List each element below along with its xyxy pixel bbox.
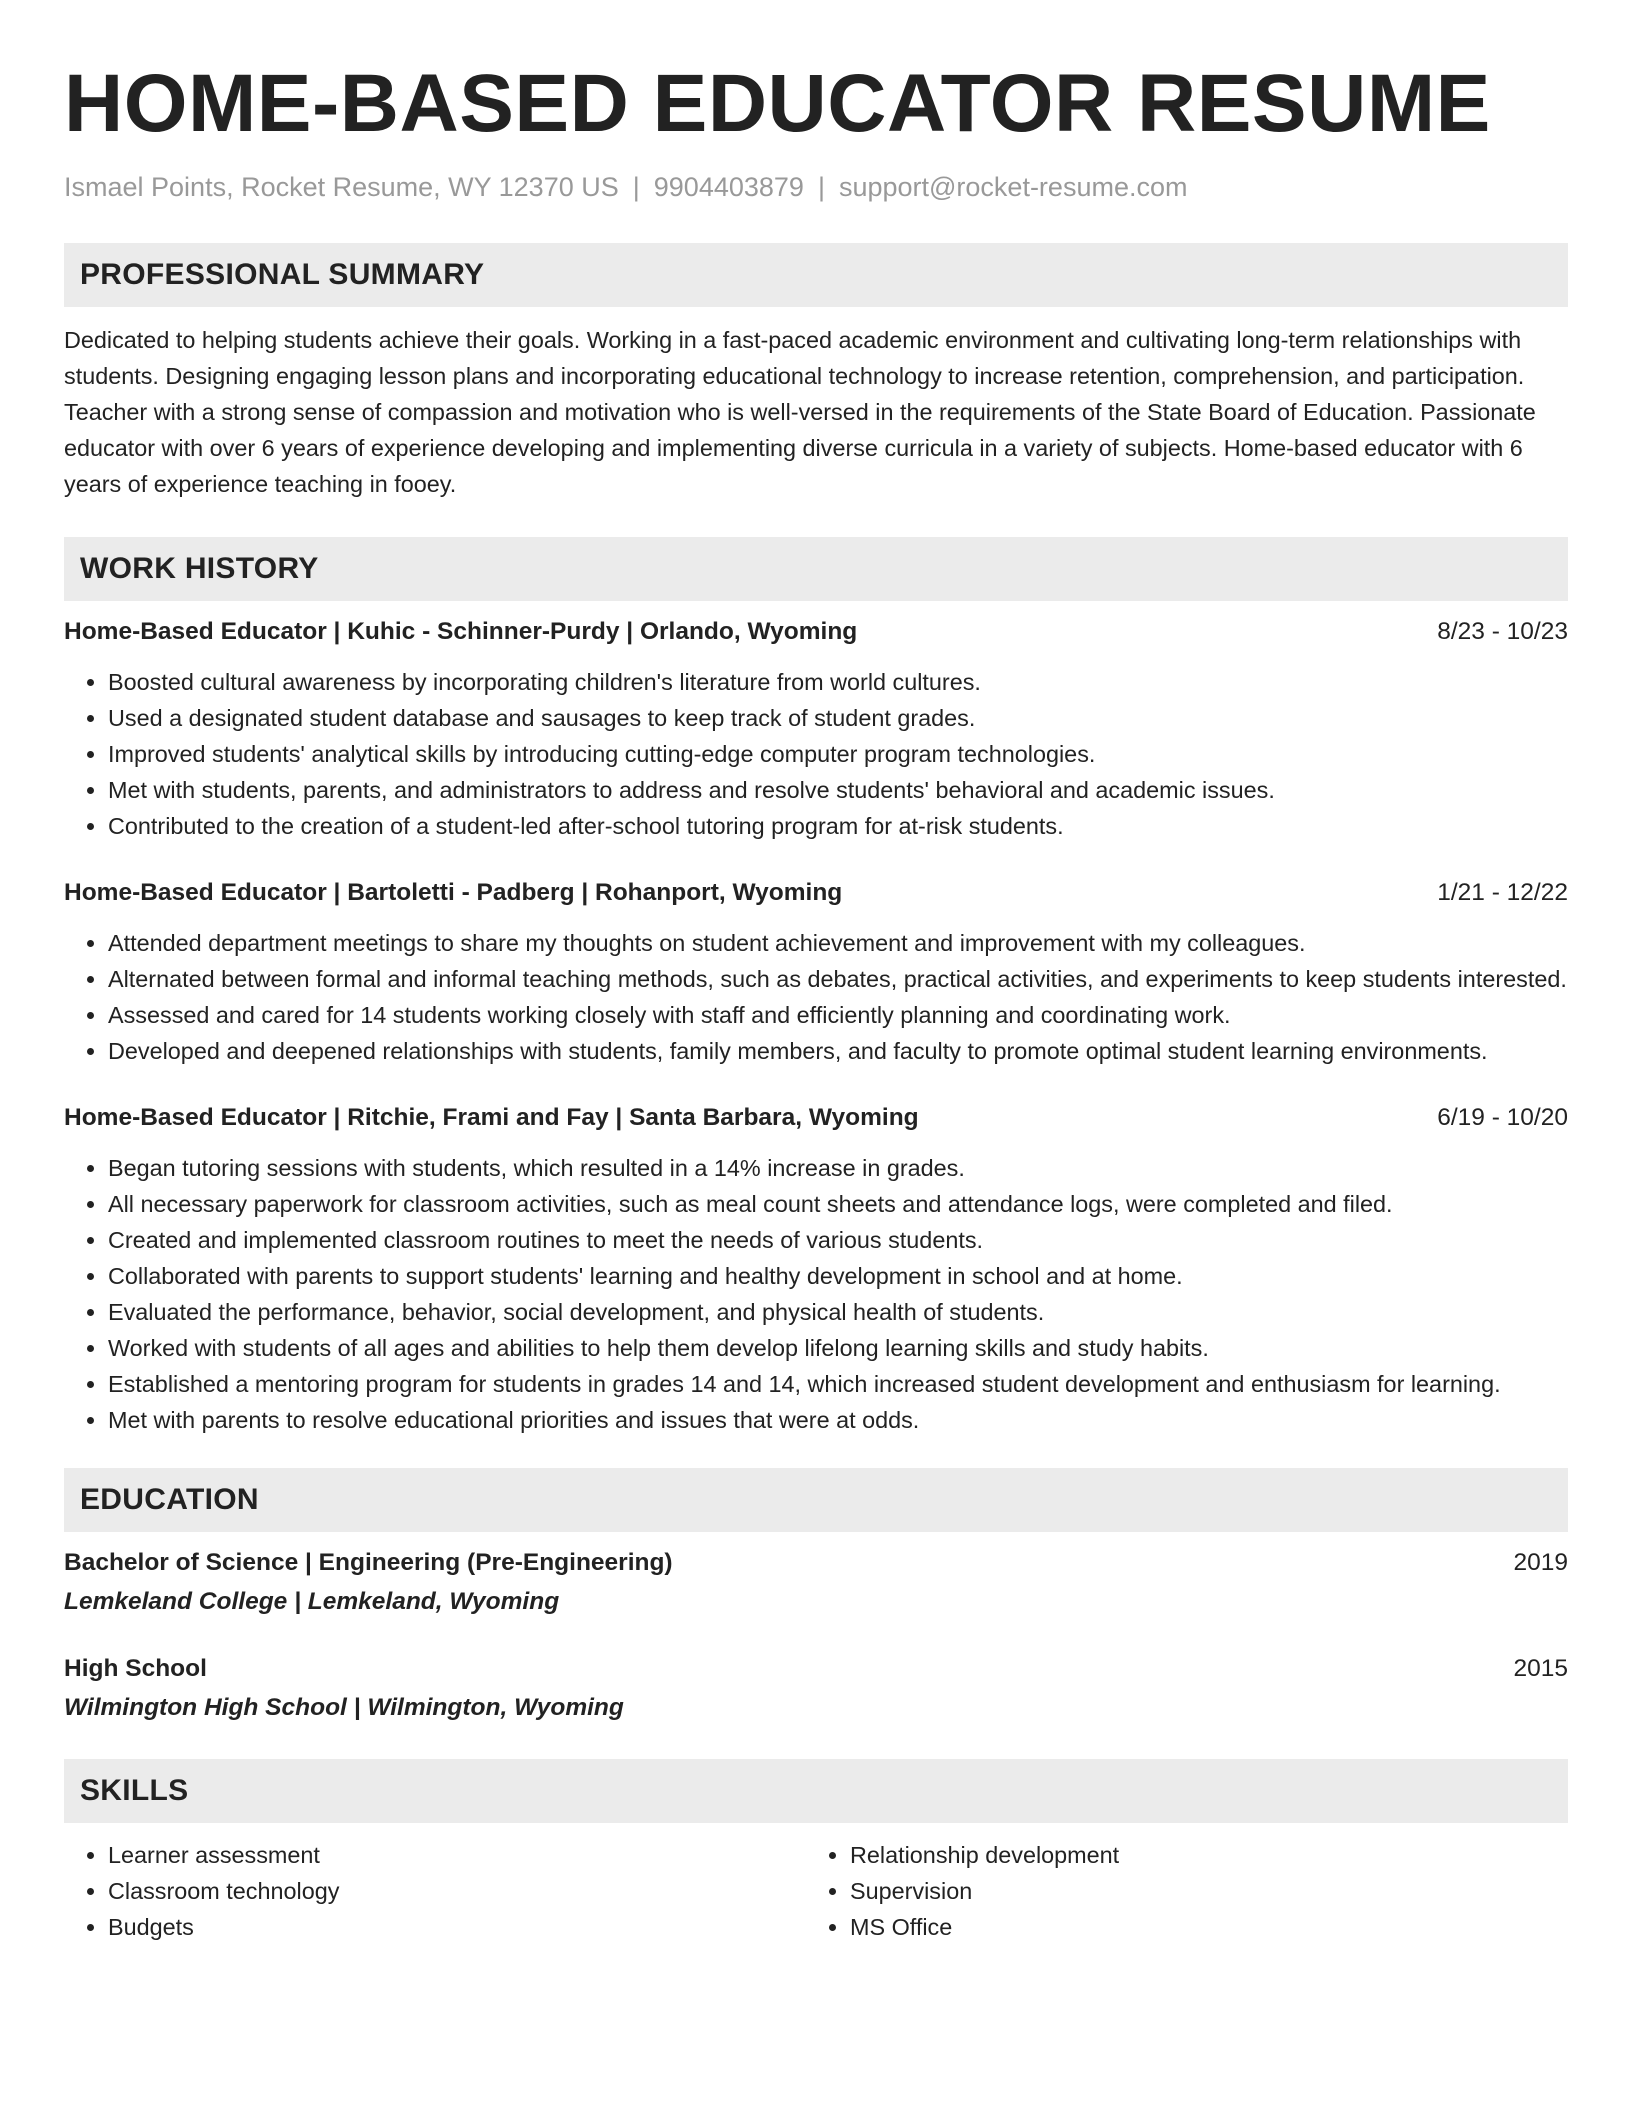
- job-bullet: • Established a mentoring program for students in grades 14 and 14, which increased student development and enthusiasm for learning.: [108, 1366, 1568, 1402]
- contact-separator: |: [817, 172, 825, 202]
- summary-heading: PROFESSIONAL SUMMARY: [80, 258, 485, 291]
- contact-address: Ismael Points, Rocket Resume, WY 12370 US: [64, 172, 619, 202]
- resume-title: HOME-BASED EDUCATOR RESUME: [64, 58, 1491, 149]
- contact-phone: 9904403879: [653, 172, 804, 202]
- job-bullet: • Attended department meetings to share my thoughts on student achievement and improvement with my colleagues.: [108, 925, 1568, 961]
- job-bullet: • Collaborated with parents to support students' learning and healthy development in school and at home.: [108, 1258, 1568, 1294]
- skills-column-left: [64, 1837, 806, 1945]
- education-school: Wilmington High School | Wilmington, Wyoming: [64, 1694, 624, 1721]
- job-bullets: [64, 664, 1568, 844]
- job-bullet: • Improved students' analytical skills by introducing cutting-edge computer program technologies.: [108, 736, 1568, 772]
- job-title: Home-Based Educator | Ritchie, Frami and Fay | Santa Barbara, Wyoming: [64, 1104, 919, 1131]
- job-bullet: • Alternated between formal and informal teaching methods, such as debates, practical activities, and experiments to keep students interested.: [108, 961, 1568, 997]
- education-degree: Bachelor of Science | Engineering (Pre-Engineering): [64, 1549, 673, 1576]
- education-header: [64, 1545, 1568, 1581]
- summary-text: Dedicated to helping students achieve their goals. Working in a fast-paced academic environment and cultivating long-term relationships with students. Designing engaging lesson plans and incorporating educational technology to increase retention, comprehension, and participation. Teacher with a strong sense of compassion and motivation who is well-versed in the requirements of the State Board of Education. Passionate educator with over 6 years of experience developing and implementing diverse curricula in a variety of subjects. Home-based educator with 6 years of experience teaching in fooey.: [64, 327, 1536, 497]
- summary-section-header: [64, 243, 1568, 307]
- education-school: Lemkeland College | Lemkeland, Wyoming: [64, 1588, 560, 1615]
- job-header: [64, 614, 1568, 650]
- job-entry: [64, 1100, 1568, 1438]
- skill-item: • Supervision: [850, 1873, 1548, 1909]
- skills-grid: [64, 1823, 1568, 1945]
- education-heading: EDUCATION: [80, 1483, 259, 1516]
- skill-item: • Budgets: [108, 1909, 806, 1945]
- contact-line: [64, 170, 1568, 204]
- job-dates: 8/23 - 10/23: [1437, 618, 1568, 645]
- skills-heading: SKILLS: [80, 1774, 189, 1807]
- education-section-header: [64, 1468, 1568, 1532]
- job-bullet: • Assessed and cared for 14 students working closely with staff and efficiently planning and coordinating work.: [108, 997, 1568, 1033]
- job-bullet: • Contributed to the creation of a student-led after-school tutoring program for at-risk students.: [108, 808, 1568, 844]
- work-heading: WORK HISTORY: [80, 552, 319, 585]
- skill-item: • Relationship development: [850, 1837, 1548, 1873]
- job-dates: 1/21 - 12/22: [1437, 879, 1568, 906]
- job-header: [64, 1100, 1568, 1136]
- skill-item: • MS Office: [850, 1909, 1548, 1945]
- skills-column-right: [806, 1837, 1548, 1945]
- education-entry: [64, 1651, 1568, 1725]
- job-bullet: • All necessary paperwork for classroom activities, such as meal count sheets and attendance logs, were completed and filed.: [108, 1186, 1568, 1222]
- education-entry: [64, 1545, 1568, 1619]
- education-year: 2019: [1513, 1549, 1568, 1576]
- skills-section-header: [64, 1759, 1568, 1823]
- job-bullet: • Created and implemented classroom routines to meet the needs of various students.: [108, 1222, 1568, 1258]
- work-section-header: [64, 537, 1568, 601]
- job-title: Home-Based Educator | Bartoletti - Padberg | Rohanport, Wyoming: [64, 879, 843, 906]
- job-bullet: • Boosted cultural awareness by incorporating children's literature from world cultures.: [108, 664, 1568, 700]
- resume-page: [64, 0, 1568, 1945]
- contact-email: support@rocket-resume.com: [838, 172, 1188, 202]
- job-bullet: • Evaluated the performance, behavior, social development, and physical health of students.: [108, 1294, 1568, 1330]
- job-entry: [64, 614, 1568, 844]
- job-bullets: [64, 1150, 1568, 1438]
- contact-separator: |: [632, 172, 640, 202]
- job-header: [64, 875, 1568, 911]
- job-bullet: • Used a designated student database and sausages to keep track of student grades.: [108, 700, 1568, 736]
- job-bullet: • Met with parents to resolve educational priorities and issues that were at odds.: [108, 1402, 1568, 1438]
- job-bullet: • Began tutoring sessions with students, which resulted in a 14% increase in grades.: [108, 1150, 1568, 1186]
- job-bullet: • Worked with students of all ages and abilities to help them develop lifelong learning skills and study habits.: [108, 1330, 1568, 1366]
- job-bullets: [64, 925, 1568, 1069]
- job-bullet: • Met with students, parents, and administrators to address and resolve students' behavioral and academic issues.: [108, 772, 1568, 808]
- job-entry: [64, 875, 1568, 1069]
- job-bullet: • Developed and deepened relationships with students, family members, and faculty to promote optimal student learning environments.: [108, 1033, 1568, 1069]
- education-year: 2015: [1513, 1655, 1568, 1682]
- skill-item: • Learner assessment: [108, 1837, 806, 1873]
- skill-item: • Classroom technology: [108, 1873, 806, 1909]
- job-dates: 6/19 - 10/20: [1437, 1104, 1568, 1131]
- education-degree: High School: [64, 1655, 207, 1682]
- job-title: Home-Based Educator | Kuhic - Schinner-Purdy | Orlando, Wyoming: [64, 618, 858, 645]
- education-header: [64, 1651, 1568, 1687]
